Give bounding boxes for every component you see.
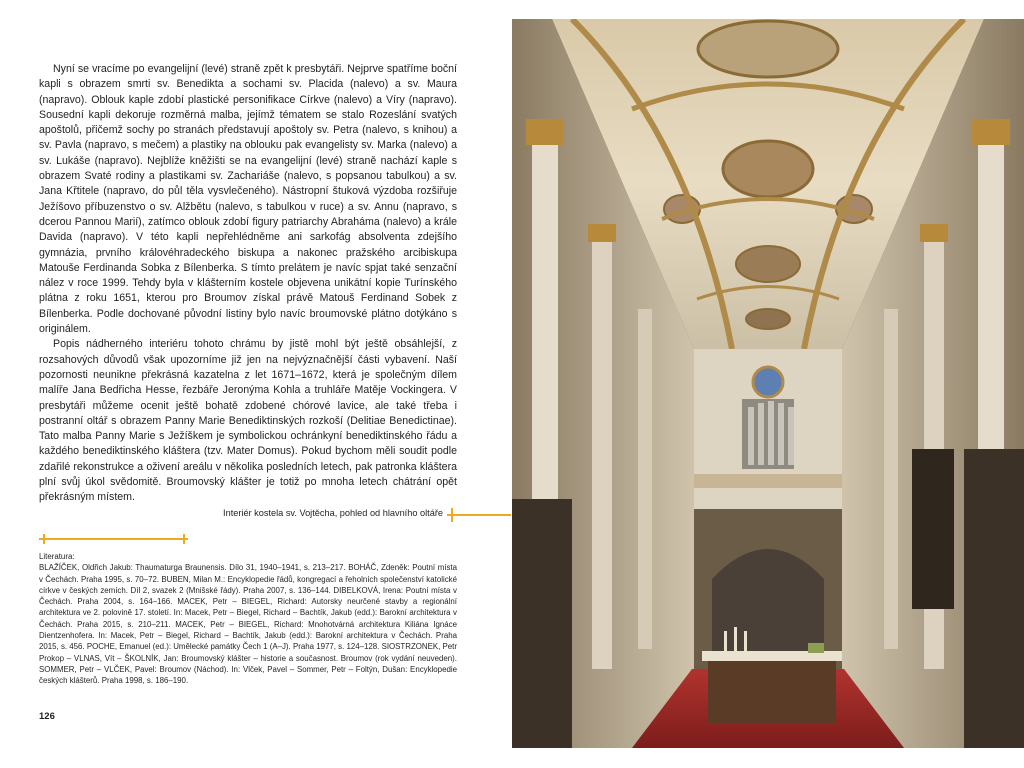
bibliography-label: Literatura: xyxy=(39,552,75,561)
separator-tick-left xyxy=(43,534,45,544)
bibliography-text: BLAŽÍČEK, Oldřich Jakub: Thaumaturga Braunensis. Dílo 31, 1940–1941, s. 213–217. BOHÁČ, Zdeněk: Poutní místa v Čechách. Praha 1995, s. 70–72. BUBEN, Milan M.: Encyklopedie řádů, kongregací a řeholních společenství katolické církve v českých zemích. Díl 2, svazek 2 (Mnišské řády). Praha 2007, s. 136–144. DIBELKOVÁ, Irena: Poutní místa v Čechách. Praha 2004, s. 164–166. MACEK, Petr – BIEGEL, Richard: Autorsky neurčené stavby a regionální architektura ve 2. polovině 17. století. In: Macek, Petr – Biegel, Richard – Bachtík, Jakub (edd.): Barokní architektura v Čechách. Praha 2015, s. 210–211. MACEK, Petr – BIEGEL, Richard: Mnohotvárná architektura Kiliána Ignáce Dientzenhofera. In: Macek, Petr – Biegel, Richard – Bachtík, Jakub (edd.): Barokní architektura v Čechách. Praha 2015, s. 456. POCHE, Emanuel (ed.): Umělecké památky Čech 1 (A–J). Praha 1977, s. 124–128. SIOSTRZONEK, Petr Prokop – VLNAS, Vít – ŠKOLNÍK, Jan: Broumovský klášter – historie a současnost. Broumov (rok vydání neuveden). SOMMER, Petr – VLČEK, Pavel: Broumov (Náchod). In: Vlček, Pavel – Sommer, Petr – Foltýn, Dušan: Encyklopedie českých klášterů. Praha 1998, s. 186–190. xyxy=(39,563,457,686)
photo-caption: Interiér kostela sv. Vojtěcha, pohled od hlavního oltáře xyxy=(223,508,443,518)
paragraph-2: Popis nádherného interiéru tohoto chrámu by jistě mohl být ještě obsáhlejší, z rozsahových důvodů však upozorníme již jen na nejvýznačnější části vybavení. Naší pozornosti neunikne překrásná kazatelna z let 1671–1672, která je společným dílem malíře Jana Bedřicha Hesse, řezbáře Jeronýma Kohla a truhláře Matěje Vockingera. V presbytáři můžeme ocenit ještě bohatě zdobené chórové lavice, ale také třeba i postranní oltář s obrazem Panny Marie Benediktinských rozkoší (Delitiae Benedictinae). Tato malba Panny Marie s Ježíškem je symbolickou ochránkyní benediktinského řádu a každého benediktinského kláštera (tzv. Mater Domus). Pokud bychom měli soudit podle zdařilé rekonstrukce a oživení areálu v několika posledních letech, pak patronka kláštera plní svůj úkol svědomitě. Broumovský klášter je totiž po mnoha letech chátrání opět překrásným místem. xyxy=(39,338,457,504)
bibliography xyxy=(39,551,457,687)
bibliography-separator xyxy=(39,538,188,540)
main-text xyxy=(39,62,457,506)
caption-leader-line xyxy=(447,514,511,516)
caption-leader-tick xyxy=(451,508,453,522)
page-number: 126 xyxy=(39,711,55,722)
paragraph-1: Nyní se vracíme po evangelijní (levé) straně zpět k presbytáři. Nejprve spatříme boční kapli s obrazem smrti sv. Benedikta a sochami sv. Placida (nalevo) a sv. Maura (napravo). Oblouk kaple zdobí plastické personifikace Církve (nalevo) a Víry (napravo). Sousední kapli dekoruje rozměrná malba, jejímž tématem se stalo Rozeslání svatých apoštolů, přičemž sochy po stranách představují apoštoly sv. Petra (nalevo, s knihou) a sv. Pavla (napravo, s mečem) a plastiky na oblouku pak evangelisty sv. Marka (nalevo) a sv. Lukáše (napravo). Nejblíže kněžišti se na evangelijní (levé) straně nachází kaple s obrazem Svaté rodiny a plastikami sv. Zachariáše (nalevo, s popsanou tabulkou) a sv. Jana Křtitele (napravo, do půl těla vysvlečeného). Nástropní štuková výzdoba rozšiřuje Ježíšovo příbuzenstvo o sv. Alžbětu (nalevo, s tabulkou v ruce) a sv. Annu (napravo, s dcerou Pannou Marií), zatímco oblouk zdobí figury patriarchy Abraháma (nalevo) a krále Davida (napravo). V této kapli nepřehlédněme ani sarkofág absolventa zdejšího gymnázia, prvního královéhradeckého biskupa a nakonec pražského arcibiskupa Matouše Ferdinanda Sobka z Bílenberka. S tímto prelátem je navíc spjat také senzační nález v roce 1999. Tehdy byla v klášterním kostele objevena unikátní kopie Turínského plátna z roku 1651, kterou pro Broumov získal právě Matouš Ferdinand Sobek z Bílenberka. Podle dochované původní listiny bylo navíc broumovské plátno dotýkáno s originálem. xyxy=(39,63,457,336)
separator-tick-right xyxy=(183,534,185,544)
church-interior-photo xyxy=(512,19,1024,748)
church-interior-illustration xyxy=(512,19,1024,748)
